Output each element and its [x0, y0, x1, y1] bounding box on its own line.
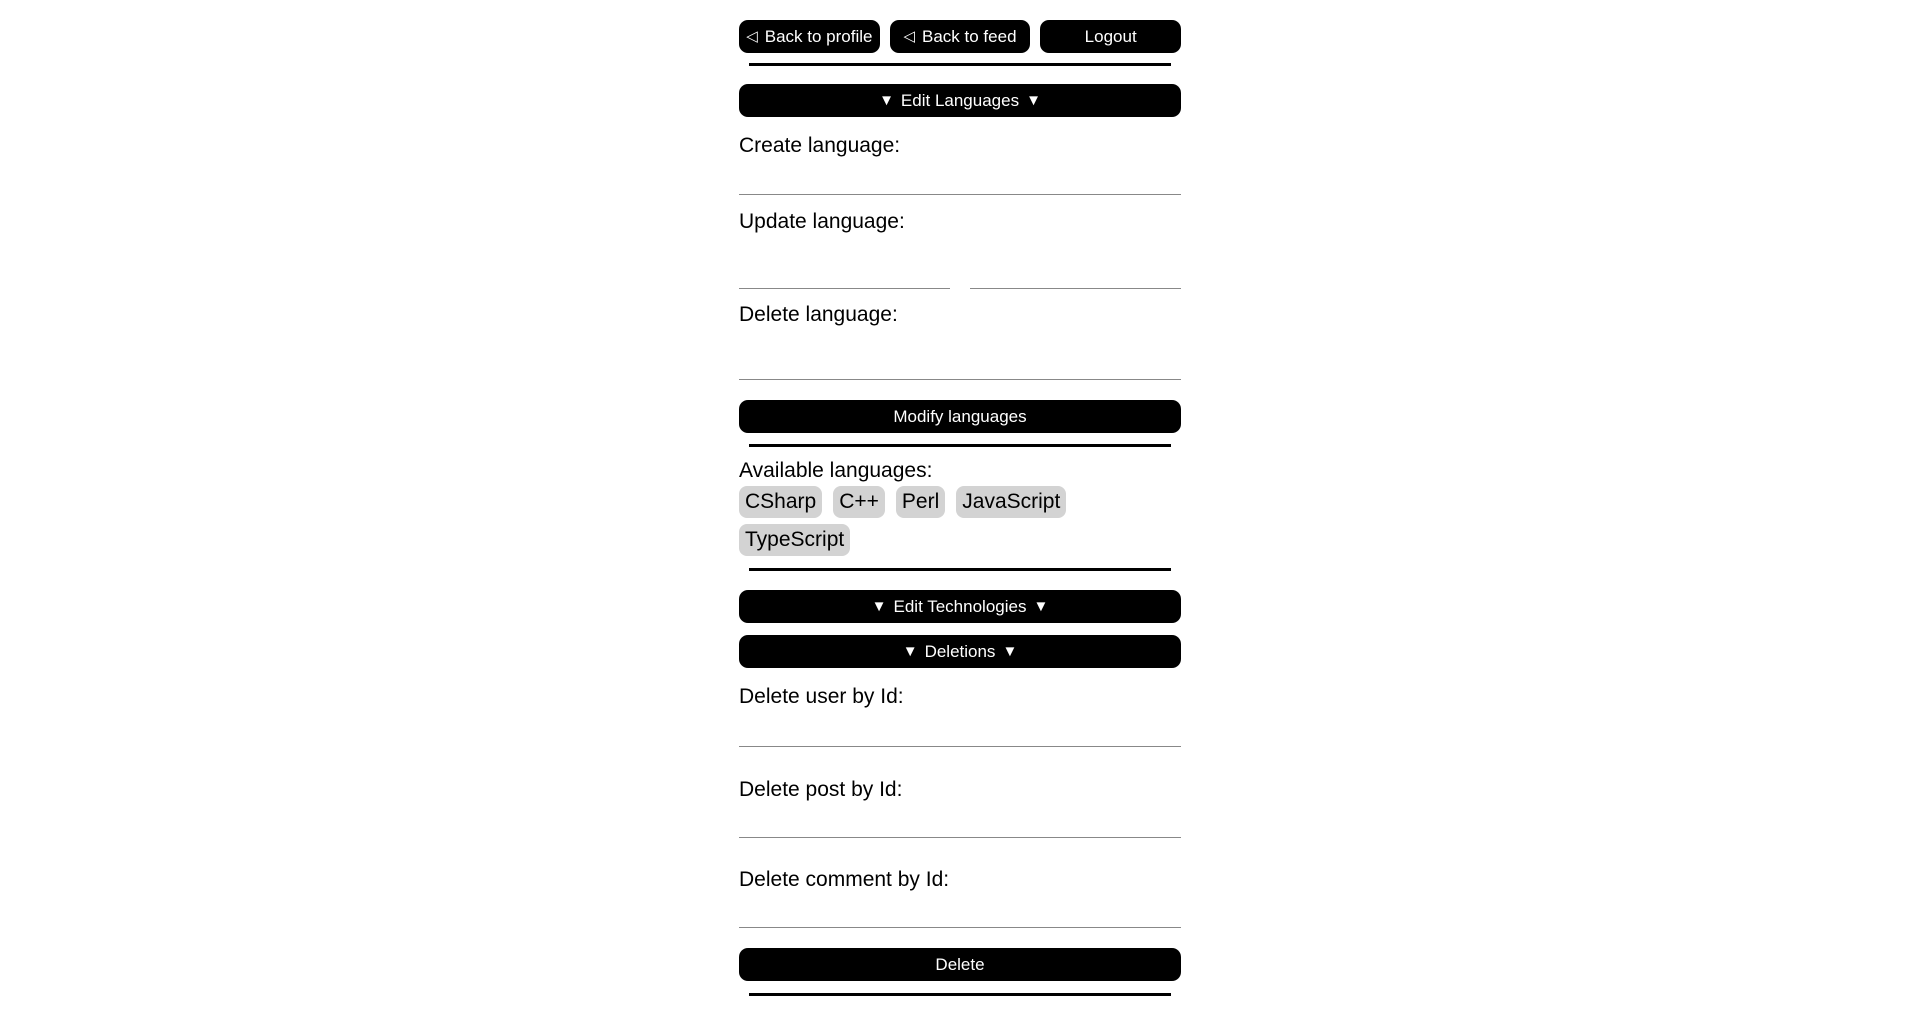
delete-post-input[interactable] [739, 808, 1181, 838]
divider [749, 444, 1171, 447]
delete-language-label: Delete language: [739, 303, 898, 326]
language-tag: TypeScript [739, 524, 850, 556]
back-arrow-icon: ◁ [746, 28, 758, 45]
delete-comment-label: Delete comment by Id: [739, 868, 950, 891]
delete-user-label: Delete user by Id: [739, 685, 904, 708]
delete-comment-input[interactable] [739, 898, 1181, 928]
edit-languages-label: Edit Languages [900, 90, 1020, 110]
language-tag: Perl [896, 486, 945, 518]
triangle-down-icon: ▼ [871, 598, 887, 615]
back-to-feed-button[interactable] [890, 20, 1031, 53]
back-to-profile-button[interactable] [739, 20, 880, 53]
back-to-feed-label: Back to feed [922, 26, 1017, 46]
triangle-down-icon: ▼ [879, 92, 894, 109]
create-language-label: Create language: [739, 134, 901, 157]
triangle-down-icon: ▼ [1026, 92, 1041, 109]
update-language-from-input[interactable] [739, 259, 950, 289]
logout-label: Logout [1084, 26, 1137, 46]
triangle-down-icon: ▼ [1002, 643, 1018, 660]
available-languages-label: Available languages: [739, 459, 933, 482]
update-language-fields [739, 259, 1181, 289]
language-tag: CSharp [739, 486, 822, 518]
divider [749, 993, 1171, 996]
create-language-input[interactable] [739, 165, 1181, 195]
triangle-down-icon: ▼ [902, 643, 918, 660]
language-tag: JavaScript [956, 486, 1066, 518]
edit-technologies-label: Edit Technologies [893, 596, 1027, 616]
delete-label: Delete [935, 954, 985, 974]
divider [749, 568, 1171, 571]
deletions-label: Deletions [924, 641, 996, 661]
top-navigation [739, 20, 1181, 53]
update-language-label: Update language: [739, 210, 905, 233]
triangle-down-icon: ▼ [1033, 598, 1049, 615]
edit-technologies-toggle[interactable] [739, 590, 1181, 623]
back-arrow-icon: ◁ [903, 28, 916, 45]
divider [749, 63, 1171, 66]
logout-button[interactable] [1040, 20, 1181, 53]
modify-languages-label: Modify languages [893, 406, 1027, 426]
update-language-to-input[interactable] [970, 259, 1181, 289]
delete-language-input[interactable] [739, 350, 1181, 380]
deletions-toggle[interactable] [739, 635, 1181, 668]
modify-languages-button[interactable] [739, 400, 1181, 433]
admin-panel [739, 0, 1181, 996]
delete-user-input[interactable] [739, 717, 1181, 747]
delete-button[interactable] [739, 948, 1181, 981]
language-tag-list [739, 486, 1181, 556]
back-to-profile-label: Back to profile [764, 26, 873, 46]
language-tag: C++ [833, 486, 885, 518]
edit-languages-toggle[interactable] [739, 84, 1181, 117]
delete-post-label: Delete post by Id: [739, 778, 903, 801]
